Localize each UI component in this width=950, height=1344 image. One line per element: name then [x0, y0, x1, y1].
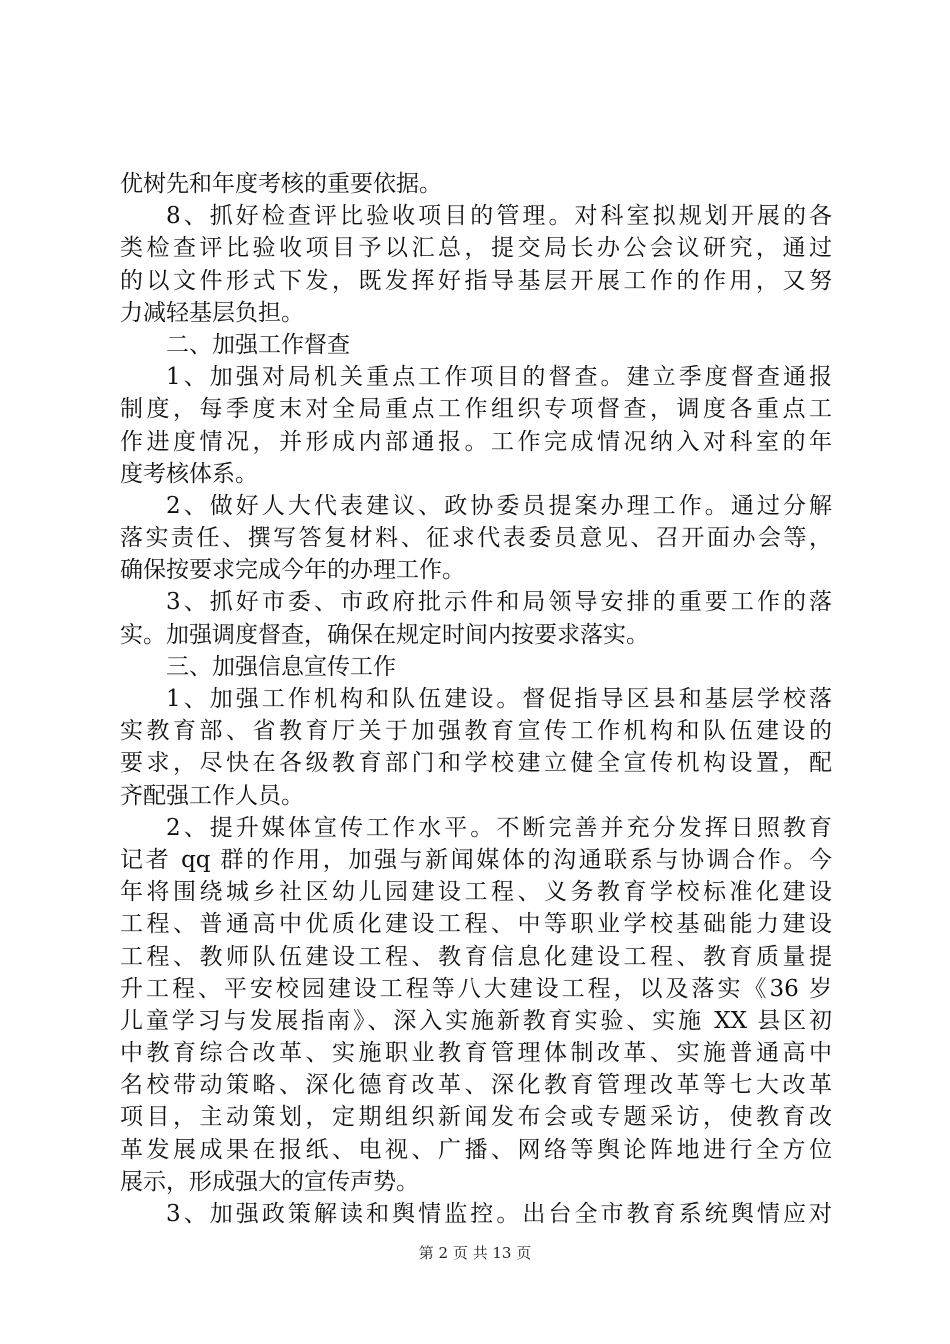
- paragraph-start: 3、抓好市委、市政府批示件和局领导安排的重要工作的落: [166, 589, 832, 616]
- text-line: 年将围绕城乡社区幼儿园建设工程、义务教育学校标准化建设: [120, 879, 832, 906]
- text-line: 齐配强工作人员。: [120, 782, 304, 809]
- text-line: 儿童学习与发展指南》、深入实施新教育实验、实施 XX 县区初: [120, 1007, 832, 1034]
- text-line: 工程、教师队伍建设工程、教育信息化建设工程、教育质量提: [120, 943, 832, 970]
- text-line: 展示，形成强大的宣传声势。: [120, 1168, 419, 1195]
- paragraph-start: 2、做好人大代表建议、政协委员提案办理工作。通过分解: [166, 492, 832, 519]
- text-line: 类检查评比验收项目予以汇总，提交局长办公会议研究，通过: [120, 235, 832, 262]
- paragraph-start: 1、加强对局机关重点工作项目的督查。建立季度督查通报: [166, 364, 832, 391]
- paragraph-start: 2、提升媒体宣传工作水平。不断完善并充分发挥日照教育: [166, 814, 832, 841]
- document-body: [120, 168, 832, 1230]
- text-line: 实。加强调度督查，确保在规定时间内按要求落实。: [120, 621, 649, 648]
- text-line: 确保按要求完成今年的办理工作。: [120, 557, 465, 584]
- text-line: 力减轻基层负担。: [120, 299, 304, 326]
- text-line: 记者 qq 群的作用，加强与新闻媒体的沟通联系与协调合作。今: [120, 846, 832, 873]
- paragraph-start: 1、加强工作机构和队伍建设。督促指导区县和基层学校落: [166, 686, 832, 712]
- text-line: 度考核体系。: [120, 460, 258, 487]
- section-heading-3: 三、加强信息宣传工作: [166, 653, 396, 680]
- text-line: 中教育综合改革、实施职业教育管理体制改革、实施普通高中: [120, 1040, 832, 1067]
- paragraph-8-start: 8、抓好检查评比验收项目的管理。对科室拟规划开展的各: [166, 203, 832, 230]
- paragraph-start: 3、加强政策解读和舆情监控。出台全市教育系统舆情应对: [166, 1201, 832, 1227]
- text-line: 要求，尽快在各级教育部门和学校建立健全宣传机构设置，配: [120, 750, 832, 777]
- text-line: 的以文件形式下发，既发挥好指导基层开展工作的作用，又努: [120, 267, 832, 294]
- text-line: 项目，主动策划，定期组织新闻发布会或专题采访，使教育改: [120, 1104, 832, 1131]
- text-line: 制度，每季度末对全局重点工作组织专项督查，调度各重点工: [120, 396, 832, 423]
- text-line: 优树先和年度考核的重要依据。: [120, 171, 442, 197]
- text-line: 工程、普通高中优质化建设工程、中等职业学校基础能力建设: [120, 911, 832, 938]
- text-line: 革发展成果在报纸、电视、广播、网络等舆论阵地进行全方位: [120, 1136, 832, 1163]
- text-line: 作进度情况，并形成内部通报。工作完成情况纳入对科室的年: [120, 428, 832, 455]
- section-heading-2: 二、加强工作督查: [166, 331, 350, 358]
- text-line: 落实责任、撰写答复材料、征求代表委员意见、召开面办会等，: [120, 525, 832, 552]
- page-number: 第 2 页 共 13 页: [418, 1244, 532, 1262]
- text-line: 实教育部、省教育厅关于加强教育宣传工作机构和队伍建设的: [120, 718, 832, 745]
- text-line: 升工程、平安校园建设工程等八大建设工程，以及落实《36 岁: [120, 975, 832, 1002]
- text-line: 名校带动策略、深化德育改革、深化教育管理改革等七大改革: [120, 1072, 832, 1099]
- page-footer: [0, 1243, 950, 1263]
